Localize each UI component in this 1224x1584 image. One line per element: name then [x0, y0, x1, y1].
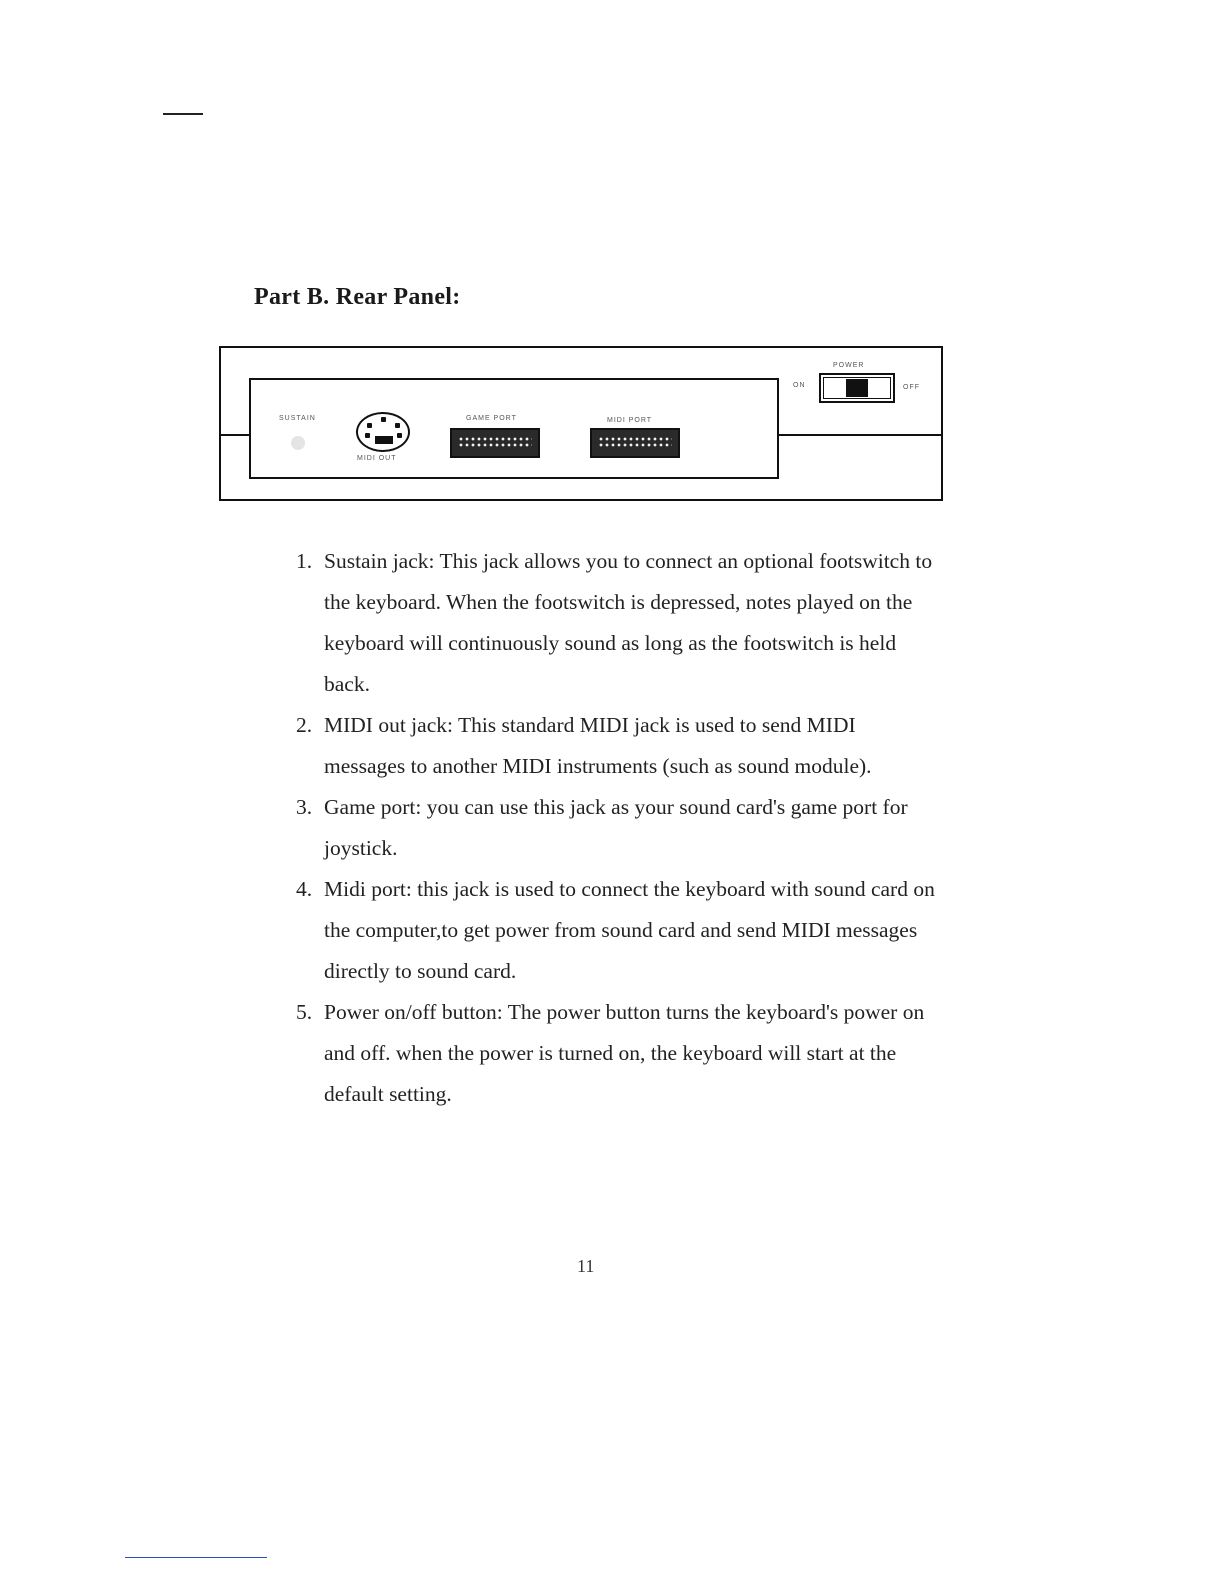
item-text: Midi port: this jack is used to connect the keyboard with sound card on the computer,to get power from sound card and send MIDI messages directly to sound card. — [324, 877, 935, 983]
midi-port-label: MIDI PORT — [607, 417, 653, 424]
item-text: MIDI out jack: This standard MIDI jack is used to send MIDI messages to another MIDI instruments (such as sound module). — [324, 713, 872, 778]
list-item: 1. Sustain jack: This jack allows you to connect an optional footswitch to the keyboard. When the footswitch is depressed, notes played on the keyboard will continuously sound as long as the footswitch is held back. — [296, 549, 933, 696]
list-item: 4. Midi port: this jack is used to connect the keyboard with sound card on the computer,to get power from sound card and send MIDI messages directly to sound card. — [296, 877, 935, 983]
switch-on-label: ON — [793, 382, 806, 389]
section-heading: Part B. Rear Panel: — [254, 284, 461, 310]
list-item: 2. MIDI out jack: This standard MIDI jack is used to send MIDI messages to another MIDI instruments (such as sound module). — [296, 713, 872, 778]
item-text: Sustain jack: This jack allows you to connect an optional footswitch to the keyboard. When the footswitch is depressed, notes played on the keyboard will continuously sound as long as the footswitch is held back. — [324, 549, 933, 696]
game-port-connector-icon — [450, 428, 540, 458]
panel-line-right — [778, 434, 941, 436]
page-number: 11 — [577, 1256, 595, 1276]
sustain-jack-icon — [291, 436, 305, 450]
midi-out-jack-icon — [356, 412, 410, 452]
rear-panel-diagram — [219, 346, 943, 501]
connector-strip — [249, 378, 779, 479]
game-port-label: GAME PORT — [466, 415, 517, 422]
panel-line-left — [221, 434, 249, 436]
midi-out-label: MIDI OUT — [357, 455, 397, 462]
midi-port-connector-icon — [590, 428, 680, 458]
list-item: 3. Game port: you can use this jack as your sound card's game port for joystick. — [296, 795, 908, 860]
switch-off-label: OFF — [903, 384, 920, 391]
item-text: Game port: you can use this jack as your sound card's game port for joystick. — [324, 795, 908, 860]
rear-panel-descriptions — [296, 541, 936, 1115]
sustain-label: SUSTAIN — [279, 415, 316, 422]
power-label: POWER — [833, 362, 865, 369]
list-item: 5. Power on/off button: The power button turns the keyboard's power on and off. when the power is turned on, the keyboard will start at the default setting. — [296, 1000, 925, 1106]
power-switch-icon — [819, 373, 895, 403]
header-rule — [163, 113, 203, 115]
item-text: Power on/off button: The power button turns the keyboard's power on and off. when the power is turned on, the keyboard will start at the default setting. — [324, 1000, 925, 1106]
footer-rule — [125, 1557, 267, 1558]
